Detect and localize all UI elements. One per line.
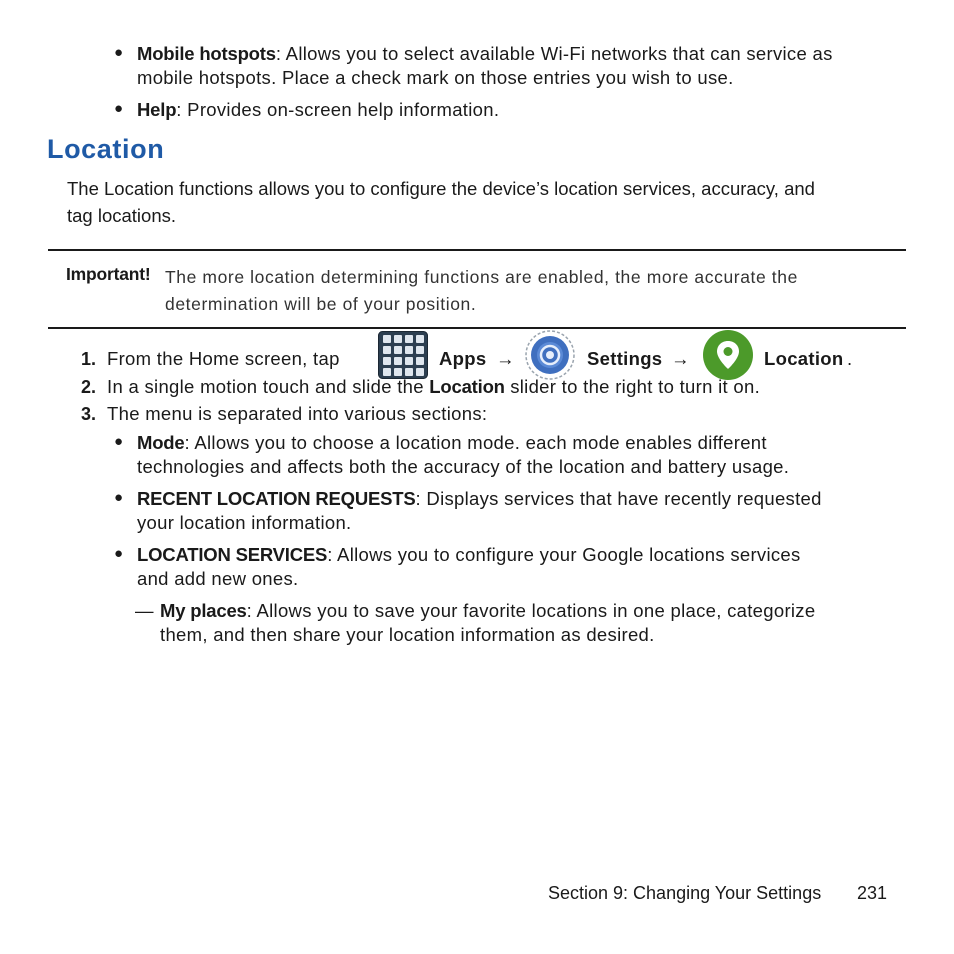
bullet-recent-requests [137,487,917,535]
bullet-term: Mobile hotspots [137,43,276,64]
step-text [107,375,907,399]
bullet-term: LOCATION SERVICES [137,544,328,565]
important-top-rule [48,249,906,251]
bullet-dot: ● [114,100,124,117]
bullet-help [137,98,917,122]
bullet-text: : Allows you to configure your Google locations services [327,544,801,565]
bullet-text: : Displays services that have recently requested [415,488,822,509]
bullet-dot: ● [114,433,124,450]
important-text [165,264,798,318]
dash-term: My places [160,600,247,621]
apps-label: Apps [439,348,487,369]
important-label: Important! [66,264,151,284]
step-number: 1. [81,349,97,369]
bullet-dot: ● [114,545,124,562]
step-number: 3. [81,404,97,424]
intro-line: The Location functions allows you to configure the device’s location services, accuracy, and [67,178,815,199]
bullet-dot: ● [114,489,124,506]
step-number: 2. [81,377,97,397]
location-label: Location [764,348,844,369]
dash-text: them, and then share your location information as desired. [160,624,655,645]
step-text-post: slider to the right to turn it on. [504,376,761,397]
bullet-text: : Allows you to choose a location mode. each mode enables different [184,432,767,453]
bullet-term: Mode [137,432,185,453]
footer-page-number: 231 [857,883,888,903]
bullet-text: : Allows you to select available Wi-Fi networks that can service as [275,43,833,64]
step-text: From the Home screen, tap [107,348,340,369]
section-heading: Location [47,134,165,164]
bullet-text: technologies and affects both the accuracy of the location and battery usage. [137,456,790,477]
bullet-mode [137,431,917,479]
step-term: Location [429,376,505,397]
bullet-term: RECENT LOCATION REQUESTS [137,488,416,509]
footer-section: Section 9: Changing Your Settings [548,883,822,903]
section-intro [67,175,927,229]
arrow: → [496,348,515,369]
step-text: The menu is separated into various sections: [107,403,488,424]
bullet-text: and add new ones. [137,568,299,589]
bullet-location-services [137,543,917,591]
location-pin-icon [702,329,754,381]
important-line: determination will be of your position. [165,294,477,314]
bullet-dot: ● [114,44,124,61]
step-period: . [847,348,853,369]
arrow: → [671,348,690,369]
bullet-mobile-hotspots [137,42,917,90]
bullet-text: mobile hotspots. Place a check mark on those entries you wish to use. [137,67,734,88]
intro-line: tag locations. [67,205,177,226]
important-bottom-rule [48,327,906,329]
settings-gear-icon [524,329,576,381]
step-text-pre: In a single motion touch and slide the [107,376,430,397]
bullet-text: : Provides on-screen help information. [176,99,500,120]
settings-label: Settings [587,348,663,369]
important-line: The more location determining functions are enabled, the more accurate the [165,267,798,287]
dash-my-places [160,599,920,647]
bullet-term: Help [137,99,177,120]
apps-grid-icon [378,331,428,379]
dash-text: : Allows you to save your favorite locations in one place, categorize [246,600,816,621]
dash-marker: — [135,600,154,621]
bullet-text: your location information. [137,512,352,533]
